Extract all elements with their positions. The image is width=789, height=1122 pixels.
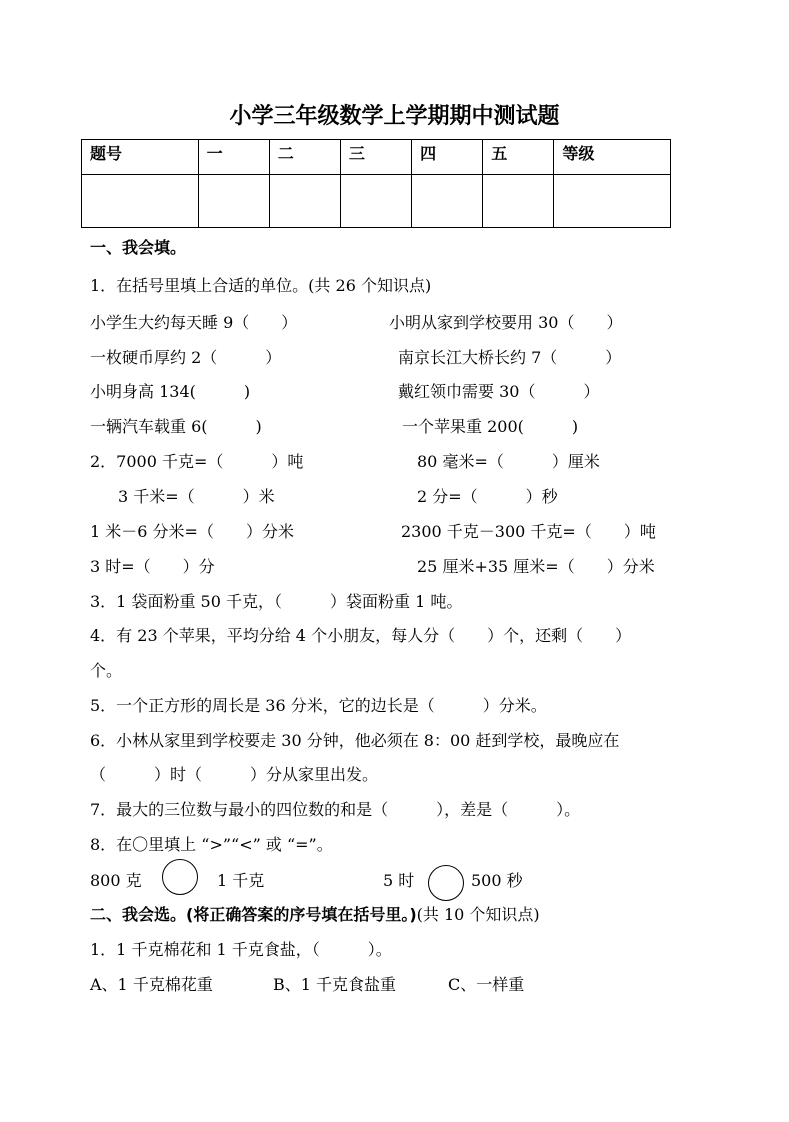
compare-circle[interactable]	[428, 865, 464, 901]
score-header-cell: 一	[198, 140, 269, 175]
unit-fill-item: 戴红领巾需要 30（ ）	[398, 382, 600, 401]
section2-heading-line	[90, 904, 540, 926]
unit-fill-item: 小学生大约每天睡 9（ ）	[90, 313, 298, 332]
score-cell[interactable]	[412, 175, 483, 228]
score-header-cell: 三	[340, 140, 411, 175]
question-8: 8．在〇里填上 “>”“<” 或 “=”。	[90, 835, 333, 854]
conversion-item: 1 米－6 分米=（ ）分米	[90, 522, 294, 541]
score-header-cell: 五	[483, 140, 554, 175]
score-cell[interactable]	[483, 175, 554, 228]
unit-fill-item: 小明从家到学校要用 30（ ）	[389, 313, 623, 332]
score-header-cell: 题号	[82, 140, 199, 175]
choice-question-1: 1．1 千克棉花和 1 千克食盐，（ ）。	[90, 940, 392, 959]
score-cell[interactable]	[269, 175, 340, 228]
question-6: 6．小林从家里到学校要走 30 分钟，他必须在 8：00 赶到学校，最晚应在	[90, 731, 620, 750]
score-cell[interactable]	[82, 175, 199, 228]
question-4: 4．有 23 个苹果，平均分给 4 个小朋友，每人分（ ）个，还剩（ ）	[90, 626, 632, 645]
conversion-item: 25 厘米+35 厘米=（ ）分米	[417, 557, 655, 576]
question-5: 5．一个正方形的周长是 36 分米，它的边长是（ ）分米。	[90, 696, 547, 715]
page-title: 小学三年级数学上学期期中测试题	[229, 104, 560, 129]
question-6-continued: （ ）时（ ）分从家里出发。	[90, 765, 379, 784]
section2-heading: 二、我会选。(将正确答案的序号填在括号里。)	[90, 905, 417, 924]
choice-option-a[interactable]: A、1 千克棉花重	[90, 975, 213, 994]
unit-fill-item: 一个苹果重 200( )	[402, 417, 579, 436]
score-header-cell: 四	[412, 140, 483, 175]
section1-heading: 一、我会填。	[90, 238, 187, 257]
score-cell[interactable]	[198, 175, 269, 228]
unit-fill-item: 小明身高 134( )	[90, 382, 251, 401]
conversion-item: 2300 千克－300 千克=（ ）吨	[401, 522, 656, 541]
section2-heading-note: (共 10 个知识点)	[416, 905, 540, 924]
score-table	[81, 139, 671, 228]
compare-left-value: 5 时	[383, 871, 415, 890]
conversion-item: 2．7000 千克=（ ）吨	[90, 452, 304, 471]
compare-left-value: 800 克	[90, 871, 142, 890]
compare-circle[interactable]	[162, 859, 198, 895]
unit-fill-item: 南京长江大桥长约 7（ ）	[398, 348, 622, 367]
question-7: 7．最大的三位数与最小的四位数的和是（ ），差是（ ）。	[90, 800, 581, 819]
choice-option-b[interactable]: B、1 千克食盐重	[273, 975, 397, 994]
question-3: 3．1 袋面粉重 50 千克，（ ）袋面粉重 1 吨。	[90, 592, 463, 611]
conversion-item: 3 时=（ ）分	[90, 557, 215, 576]
unit-fill-item: 一辆汽车载重 6( )	[90, 417, 262, 436]
choice-option-c[interactable]: C、一样重	[448, 975, 525, 994]
conversion-item: 2 分=（ ）秒	[417, 487, 558, 506]
score-cell[interactable]	[340, 175, 411, 228]
conversion-item: 3 千米=（ ）米	[118, 487, 275, 506]
conversion-item: 80 毫米=（ ）厘米	[417, 452, 600, 471]
question-4-continued: 个。	[90, 661, 123, 680]
question-1: 1．在括号里填上合适的单位。(共 26 个知识点)	[90, 276, 432, 295]
compare-right-value: 1 千克	[217, 871, 265, 890]
unit-fill-item: 一枚硬币厚约 2（ ）	[90, 348, 282, 367]
score-header-cell: 等级	[554, 140, 671, 175]
compare-right-value: 500 秒	[471, 871, 523, 890]
score-cell[interactable]	[554, 175, 671, 228]
score-header-cell: 二	[269, 140, 340, 175]
